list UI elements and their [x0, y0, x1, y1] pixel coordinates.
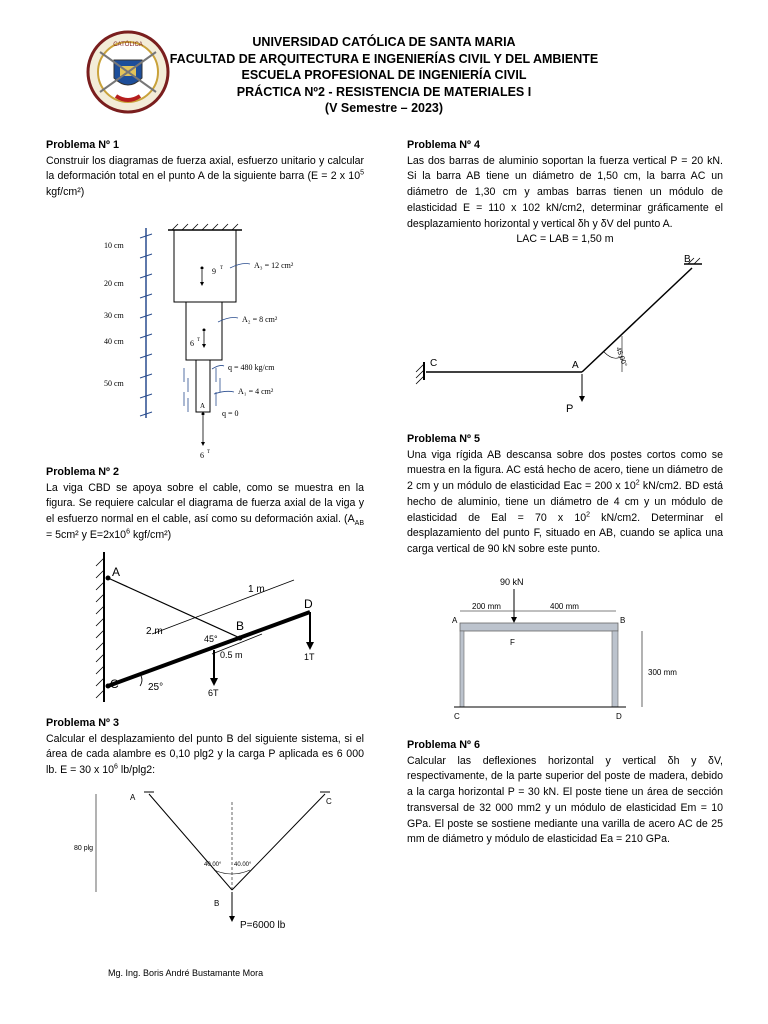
footer-author: Mg. Ing. Boris André Bustamante Mora: [108, 968, 264, 978]
problem-4: [407, 138, 723, 248]
problem-3-figure: [64, 782, 354, 934]
dim-30cm: 30 cm: [104, 311, 124, 320]
area-a1: A₁ = 4 cm²: [238, 387, 274, 396]
dim-40cm: 40 cm: [104, 337, 124, 346]
svg-text:T: T: [220, 266, 224, 271]
problem-1: [46, 138, 364, 201]
problem-4-text: Las dos barras de aluminio soportan la fuerza vertical P = 20 kN. Si la barra AB tiene un diámetro de 1,50 cm, la barra AC un diámetro de 1,30 cm y ambas barras tienen un módulo de elasticidad E = 110 x 102 kN/cm2, determinar gráficamente el desplazamiento horizontal y vertical δh y δV del punto A.: [407, 154, 723, 230]
header-school: ESCUELA PROFESIONAL DE INGENIERÍA CIVIL: [241, 68, 527, 82]
p5-dim-300: 300 mm: [648, 668, 677, 677]
problem-4-title: Problema Nº 4: [407, 139, 480, 151]
p2-load-6t: 6T: [208, 688, 219, 698]
p2-label-b: B: [236, 619, 245, 633]
p2-dim-1m: 1 m: [248, 584, 265, 595]
problem-6: [407, 738, 723, 848]
point-a-label: A: [200, 402, 206, 410]
dim-50cm: 50 cm: [104, 379, 124, 388]
problem-4-figure: [404, 252, 714, 416]
dim-20cm: 20 cm: [104, 279, 124, 288]
load-q0: q = 0: [222, 409, 239, 418]
problem-2-figure: [92, 548, 332, 704]
area-a3: A₃ = 12 cm²: [254, 261, 294, 270]
p5-label-b: B: [620, 616, 626, 625]
problem-2-title: Problema Nº 2: [46, 466, 119, 478]
p4-angle: 45,00°: [614, 346, 628, 368]
p3-label-b: B: [214, 899, 220, 908]
document-header: [0, 34, 768, 117]
p2-dim-2m: 2 m: [146, 626, 163, 637]
svg-text:T: T: [197, 338, 201, 343]
p4-label-c: C: [430, 358, 438, 369]
svg-text:T: T: [207, 450, 211, 455]
problem-6-title: Problema Nº 6: [407, 739, 480, 751]
problem-1-figure: [100, 222, 330, 460]
p2-angle-45: 45°: [204, 634, 218, 644]
p3-label-a: A: [130, 793, 136, 802]
p2-dim-05m: 0.5 m: [220, 650, 243, 660]
p3-height: 80 plg: [74, 845, 94, 852]
problem-3-text: Calcular el desplazamiento del punto B del siguiente sistema, si el área de cada alambre es 0,10 plg2 y la carga P aplicada es 6 000 lb. E = 30 x $10^6$ lb/plg2:: [46, 732, 364, 777]
p3-angle-right: 40.00°: [234, 862, 252, 868]
p2-label-d: D: [304, 597, 313, 611]
p3-label-c: C: [326, 797, 332, 806]
p5-load: 90 kN: [500, 577, 524, 587]
header-practice: PRÁCTICA Nº2 - RESISTENCIA DE MATERIALES I: [236, 84, 532, 99]
header-university: UNIVERSIDAD CATÓLICA DE SANTA MARIA: [252, 35, 516, 49]
dim-10cm: 10 cm: [104, 241, 124, 250]
p2-load-1t: 1T: [304, 652, 315, 662]
header-semester: (V Semestre – 2023): [324, 101, 444, 115]
p4-label-p: P: [566, 403, 574, 415]
header-faculty: FACULTAD DE ARQUITECTURA E INGENIERÍAS CIVIL Y DEL AMBIENTE: [169, 51, 599, 66]
p3-load: P=6000 lb: [240, 920, 286, 931]
problem-5-title: Problema Nº 5: [407, 433, 480, 445]
p5-dim-200: 200 mm: [472, 602, 501, 611]
p5-dim-400: 400 mm: [550, 602, 579, 611]
problem-5: [407, 432, 723, 558]
p3-angle-left: 40.00°: [204, 862, 222, 868]
problem-5-text: Una viga rígida AB descansa sobre dos postes cortos como se muestra en la figura. AC está hecho de acero, tiene un diámetro de 2 cm y un módulo de elasticidad Eac = 200 x $10^2$ kN/cm2. BD está hecho de aluminio, tiene un diámetro de 4 cm y un módulo de elasticidad de Eal = 70 x $10^2$ kN/cm2. Determinar el desplazamiento del punto F, situado en AB, cuando se aplica una carga vertical de 90 kN sobre este punto.: [407, 448, 723, 555]
problem-2: [46, 465, 364, 544]
logo-text: CATÓLICA: [113, 42, 143, 48]
problem-3-title: Problema Nº 3: [46, 717, 119, 729]
p4-label-b: B: [684, 254, 691, 265]
p4-label-a: A: [572, 360, 579, 371]
p5-label-a: A: [452, 616, 458, 625]
p5-label-f: F: [510, 638, 515, 647]
problem-1-text: Construir los diagramas de fuerza axial, esfuerzo unitario y calcular la deformación total en el punto A de la siguiente barra (E = 2 x $10^5$ kgf/cm²): [46, 154, 364, 199]
p2-angle-25: 25°: [148, 682, 164, 693]
p5-label-d: D: [616, 712, 622, 721]
problem-5-figure: [446, 575, 696, 725]
load-6t-bottom: 6: [200, 451, 204, 460]
problem-1-title: Problema Nº 1: [46, 139, 119, 151]
problem-4-lengths: LAC = LAB = 1,50 m: [516, 233, 614, 246]
problem-6-text: Calcular las deflexiones horizontal y vertical δh y δV, respectivamente, de la parte superior del poste de madera, debido a la carga horizontal P = 30 kN. El poste tiene un área de sección transversal de 32 000 mm2 y un módulo de elasticidad Em = 10 GPa. El poste se sostiene mediante una varilla de acero AC de 25 mm de diámetro y módulo de elasticidad Ea = 210 GPa.: [407, 754, 723, 846]
problem-3: [46, 716, 364, 779]
p5-label-c: C: [454, 712, 460, 721]
p2-label-a: A: [112, 565, 121, 579]
load-6t-mid: 6: [190, 339, 194, 348]
load-q480: q = 480 kg/cm: [228, 363, 275, 372]
area-a2: A₂ = 8 cm²: [242, 315, 278, 324]
problem-2-text: La viga CBD se apoya sobre el cable, como se muestra en la figura. Se requiere calcular el diagrama de fuerza axial de la viga y el esfuerzo normal en el cable, así como su deformación axial. ($A_{AB} = 5cm^2$ y $E=2x10^6$ kgf/cm²): [46, 481, 364, 541]
load-9t: 9: [212, 267, 216, 276]
